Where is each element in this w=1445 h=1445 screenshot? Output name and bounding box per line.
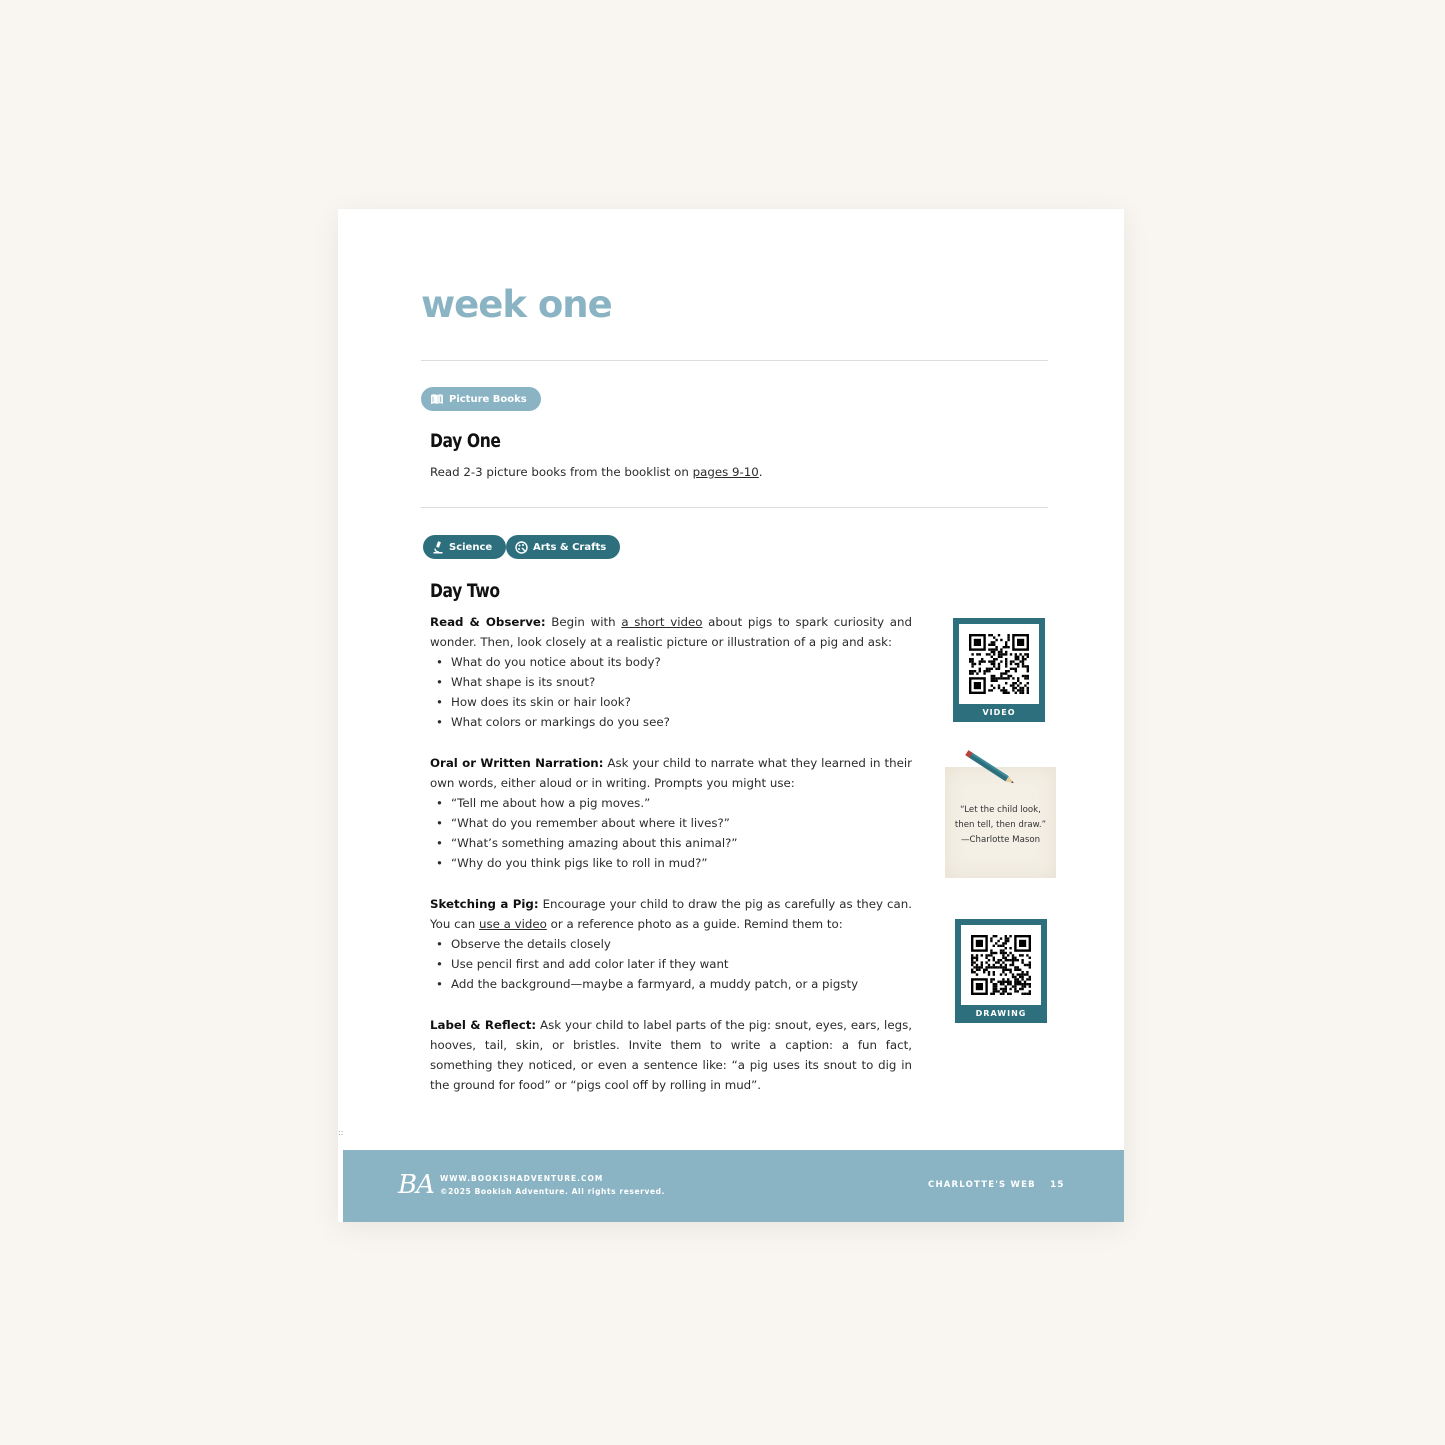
- qr-video-card[interactable]: [953, 618, 1045, 722]
- sketching-section: [430, 894, 912, 994]
- text: Ask your child to label parts of the pig: snout, eyes, ears, legs, hooves, tail, skin, or bristles. Invite them to write a caption: a fun fact, something they noticed, or even a sentence like: “a pig uses its snout to dig in the ground for food” or “pigs cool off by rolling in mud”.: [430, 1018, 912, 1092]
- text: Read 2-3 picture books from the booklist on: [430, 465, 693, 479]
- dots-marker: ::: [338, 1128, 344, 1137]
- qr-code-frame: [961, 925, 1041, 1005]
- list-item: • Observe the details closely: [430, 934, 912, 954]
- page-footer: [343, 1150, 1124, 1222]
- tag-picture-books: [421, 387, 541, 411]
- palette-icon: [515, 541, 528, 554]
- text: Ask your child to narrate what they learned in their own words, either aloud or in writing. Prompts you might use:: [430, 756, 912, 790]
- sketching-paragraph: [430, 894, 912, 934]
- list-item: • What do you notice about its body?: [430, 652, 912, 672]
- read-observe-paragraph: [430, 612, 912, 652]
- section-heading: Sketching a Pig:: [430, 897, 539, 911]
- label-reflect-paragraph: [430, 1015, 912, 1095]
- copyright-text: ©2025 Bookish Adventure. All rights reserved.: [440, 1187, 666, 1196]
- pencil-icon: [962, 747, 1022, 791]
- text: Encourage your child to draw the pig as carefully as they can. You can: [430, 897, 912, 931]
- label-reflect-section: [430, 1015, 912, 1095]
- list-item: • “Tell me about how a pig moves.”: [430, 793, 912, 813]
- section-heading: Label & Reflect:: [430, 1018, 537, 1032]
- qr-code-icon[interactable]: [971, 935, 1031, 995]
- day-two-title: Day Two: [430, 580, 500, 602]
- list-item: • “What’s something amazing about this animal?”: [430, 833, 912, 853]
- section-heading: Read & Observe:: [430, 615, 546, 629]
- divider: [421, 360, 1048, 361]
- qr-drawing-video-label: DRAWING VIDEO: [975, 1009, 1027, 1036]
- tag-science: [423, 535, 506, 559]
- narration-paragraph: [430, 753, 912, 793]
- list-item: • “What do you remember about where it lives?”: [430, 813, 912, 833]
- narration-section: [430, 753, 912, 873]
- book-icon: [430, 393, 444, 405]
- section-heading: Oral or Written Narration:: [430, 756, 604, 770]
- quote-line: “Let the child look,: [960, 805, 1041, 815]
- qr-code-icon[interactable]: [969, 634, 1029, 694]
- workbook-page: [338, 209, 1124, 1222]
- list-item: • How does its skin or hair look?: [430, 692, 912, 712]
- short-video-link[interactable]: a short video: [621, 615, 703, 629]
- tag-label: Science: [449, 541, 493, 553]
- observe-questions-list: [430, 652, 912, 732]
- list-item: • Add the background—maybe a farmyard, a muddy patch, or a pigsty: [430, 974, 912, 994]
- sketching-tips-list: [430, 934, 912, 994]
- quote-attribution: —Charlotte Mason: [960, 835, 1041, 845]
- website-url[interactable]: WWW.BOOKISHADVENTURE.COM: [440, 1174, 604, 1183]
- list-item: • What colors or markings do you see?: [430, 712, 912, 732]
- drawing-video-link[interactable]: use a video: [479, 917, 547, 931]
- tag-label: Picture Books: [449, 393, 527, 405]
- microscope-icon: [432, 541, 444, 554]
- day-one-title: Day One: [430, 430, 501, 452]
- qr-drawing-video-card[interactable]: [955, 919, 1047, 1036]
- text: Begin with: [545, 615, 622, 629]
- page-number: 15: [1050, 1180, 1065, 1190]
- quote-text: [945, 803, 1056, 848]
- text: about pigs to spark curiosity and wonder. Then, look closely at a realistic picture or illustration of a pig and ask:: [430, 615, 912, 649]
- qr-video-label: VIDEO: [982, 708, 1016, 717]
- read-observe-section: [430, 612, 912, 732]
- week-title: week one: [421, 283, 612, 326]
- quote-line: then tell, then draw.”: [954, 820, 1047, 830]
- divider: [421, 507, 1048, 508]
- qr-code-frame: [959, 624, 1039, 704]
- narration-prompts-list: [430, 793, 912, 873]
- list-item: • Use pencil first and add color later if they want: [430, 954, 912, 974]
- list-item: • What shape is its snout?: [430, 672, 912, 692]
- day-one-text: [430, 462, 912, 482]
- book-title: CHARLOTTE'S WEB: [928, 1180, 1036, 1190]
- bookish-adventure-logo: BA: [398, 1170, 434, 1200]
- tag-arts-crafts: [506, 535, 620, 559]
- tag-label: Arts & Crafts: [533, 541, 607, 553]
- list-item: • “Why do you think pigs like to roll in mud?”: [430, 853, 912, 873]
- booklist-pages-link[interactable]: pages 9-10: [692, 465, 759, 479]
- text: or a reference photo as a guide. Remind them to:: [546, 917, 843, 931]
- text: .: [758, 465, 763, 479]
